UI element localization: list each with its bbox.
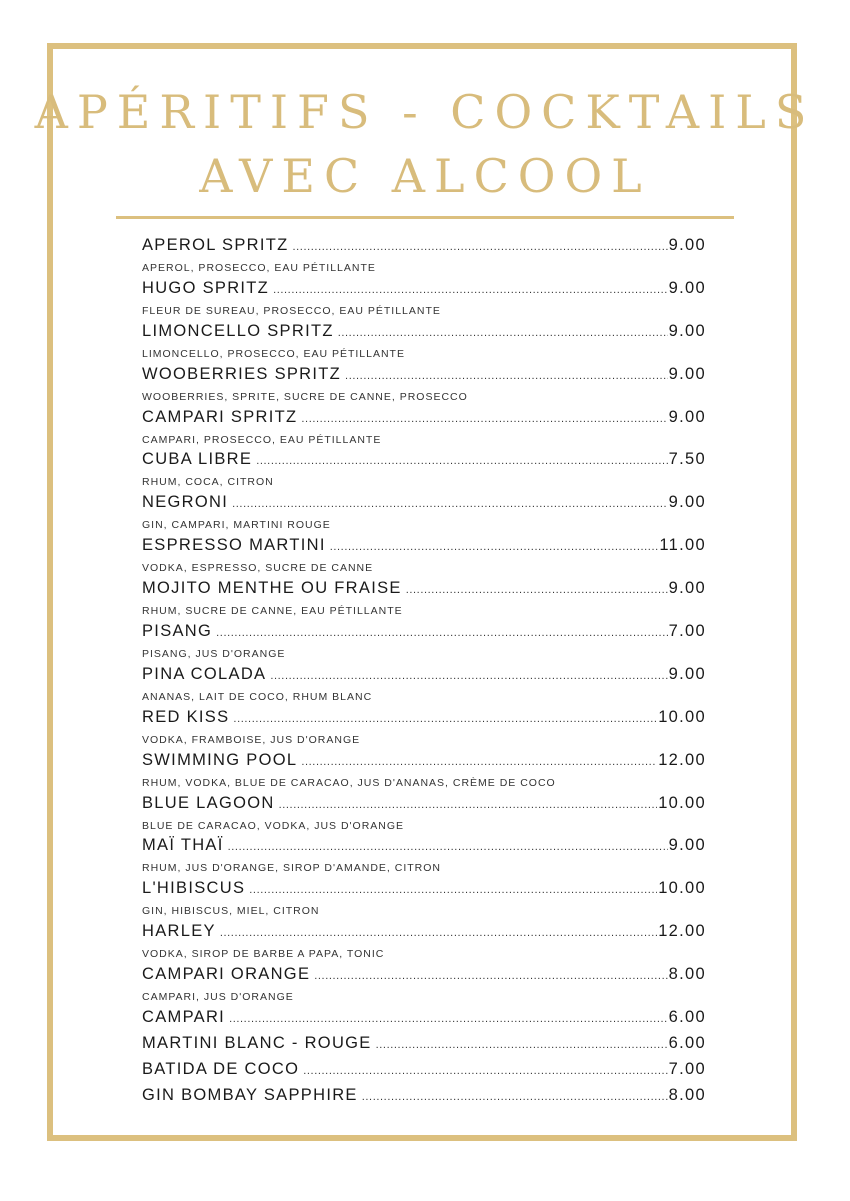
menu-item-price: 10.00	[658, 707, 706, 726]
menu-item-price: 10.00	[658, 793, 706, 812]
dot-leader	[229, 1013, 668, 1025]
menu-item-row	[142, 322, 706, 344]
menu-item	[142, 579, 706, 622]
menu-item-price: 12.00	[658, 922, 706, 941]
menu-item	[142, 279, 706, 322]
menu-item-name: APEROL SPRITZ	[142, 236, 289, 254]
menu-item-row	[142, 1034, 706, 1056]
menu-item-name: CUBA LIBRE	[142, 450, 253, 469]
menu-item	[142, 965, 706, 1008]
menu-item-price: 9.00	[668, 407, 706, 426]
title-divider	[116, 216, 734, 219]
menu-item-name: SWIMMING POOL	[142, 750, 298, 769]
menu-item-row	[142, 879, 706, 901]
menu-item-row	[142, 794, 706, 816]
menu-item-row	[142, 365, 706, 387]
menu-item-description: VODKA, FRAMBOISE, JUS D'ORANGE	[142, 733, 361, 746]
dot-leader	[406, 584, 668, 596]
menu-item-description: RHUM, JUS D'ORANGE, SIROP D'AMANDE, CITRON	[142, 862, 442, 875]
menu-item	[142, 836, 706, 879]
menu-item-price: 6.00	[668, 1034, 706, 1053]
menu-item-row	[142, 1086, 706, 1108]
menu-item-description: RHUM, SUCRE DE CANNE, EAU PÉTILLANTE	[142, 605, 403, 618]
menu-item-row	[142, 965, 706, 987]
menu-item	[142, 236, 706, 279]
menu-item-row	[142, 279, 706, 301]
menu-item	[142, 665, 706, 708]
menu-item-row	[142, 536, 706, 558]
dot-leader	[292, 241, 667, 253]
menu-item-price: 7.00	[668, 1060, 706, 1079]
dot-leader	[279, 799, 658, 811]
menu-item	[142, 879, 706, 922]
menu-item	[142, 622, 706, 665]
menu-item-price: 8.00	[668, 1086, 706, 1105]
menu-item-description: VODKA, SIROP DE BARBE A PAPA, TONIC	[142, 948, 385, 961]
dot-leader	[376, 1039, 668, 1051]
menu-item-price: 6.00	[668, 1008, 706, 1027]
dot-leader	[338, 327, 668, 339]
menu-item-price: 9.00	[668, 493, 706, 512]
menu-item-price: 11.00	[659, 536, 706, 555]
menu-item-description: LIMONCELLO, PROSECCO, EAU PÉTILLANTE	[142, 347, 405, 360]
menu-item-row	[142, 408, 706, 430]
dot-leader	[233, 713, 657, 725]
menu-item-name: NEGRONI	[142, 493, 229, 512]
menu-item-price: 12.00	[658, 750, 706, 769]
menu-item-price: 9.00	[668, 364, 706, 383]
menu-item-price: 9.00	[668, 236, 706, 254]
menu-item-price: 9.00	[668, 664, 706, 683]
menu-item-row	[142, 751, 706, 773]
menu-item-price: 9.00	[668, 579, 706, 598]
menu-item-name: RED KISS	[142, 707, 230, 726]
menu-item-row	[142, 493, 706, 515]
dot-leader	[232, 498, 668, 510]
menu-item	[142, 1008, 706, 1034]
menu-item-name: ESPRESSO MARTINI	[142, 536, 326, 555]
menu-item-description: WOOBERRIES, SPRITE, SUCRE DE CANNE, PROSECCO	[142, 390, 468, 403]
menu-item-name: GIN BOMBAY SAPPHIRE	[142, 1086, 358, 1105]
menu-item-description: PISANG, JUS D'ORANGE	[142, 648, 286, 661]
menu-item-description: ANANAS, LAIT DE COCO, RHUM BLANC	[142, 690, 373, 703]
menu-item-row	[142, 836, 706, 858]
menu-item-row	[142, 922, 706, 944]
menu-item-name: MAÏ THAÏ	[142, 836, 224, 855]
menu-item-name: HARLEY	[142, 922, 216, 941]
menu-item-price: 7.50	[668, 450, 706, 469]
menu-item-description: RHUM, COCA, CITRON	[142, 476, 274, 489]
menu-item	[142, 794, 706, 837]
dot-leader	[330, 541, 659, 553]
menu-item-name: L'HIBISCUS	[142, 879, 246, 898]
menu-item-name: BATIDA DE COCO	[142, 1060, 300, 1079]
menu-item-name: CAMPARI ORANGE	[142, 965, 311, 984]
menu-item-price: 10.00	[658, 879, 706, 898]
dot-leader	[228, 841, 668, 853]
menu-title-line-1: APÉRITIFS - COCKTAILS	[34, 85, 816, 139]
menu-item-price: 9.00	[668, 278, 706, 297]
menu-item-name: PISANG	[142, 622, 213, 641]
menu-item-row	[142, 708, 706, 730]
menu-item	[142, 708, 706, 751]
dot-leader	[345, 370, 668, 382]
dot-leader	[301, 756, 657, 768]
menu-item-description: VODKA, ESPRESSO, SUCRE DE CANNE	[142, 562, 374, 575]
menu-item	[142, 536, 706, 579]
menu-item	[142, 493, 706, 536]
menu-item-row	[142, 622, 706, 644]
menu-item-description: CAMPARI, PROSECCO, EAU PÉTILLANTE	[142, 433, 382, 446]
menu-item-name: HUGO SPRITZ	[142, 278, 270, 297]
menu-item-description: FLEUR DE SUREAU, PROSECCO, EAU PÉTILLANTE	[142, 304, 441, 317]
dot-leader	[273, 284, 668, 296]
menu-item	[142, 751, 706, 794]
menu-item-name: LIMONCELLO SPRITZ	[142, 321, 334, 340]
dot-leader	[362, 1091, 668, 1103]
menu-item-price: 9.00	[668, 836, 706, 855]
dot-leader	[256, 455, 667, 467]
dot-leader	[303, 1065, 667, 1077]
menu-title-line-2: AVEC ALCOOL	[199, 149, 651, 203]
menu-item-description: BLUE DE CARACAO, VODKA, JUS D'ORANGE	[142, 819, 405, 832]
menu-item-description: RHUM, VODKA, BLUE DE CARACAO, JUS D'ANANAS, CRÈME DE COCO	[142, 776, 556, 789]
dot-leader	[301, 413, 667, 425]
dot-leader	[314, 970, 667, 982]
menu-item-price: 7.00	[668, 622, 706, 641]
menu-item-row	[142, 579, 706, 601]
menu-item	[142, 1034, 706, 1060]
menu-item	[142, 1060, 706, 1086]
row-spacer	[142, 1108, 706, 1112]
menu-item-name: WOOBERRIES SPRITZ	[142, 364, 342, 383]
dot-leader	[216, 627, 668, 639]
menu-item-row	[142, 1060, 706, 1082]
menu-item-price: 9.00	[668, 321, 706, 340]
menu-item-name: MARTINI BLANC - ROUGE	[142, 1034, 372, 1053]
menu-item	[142, 450, 706, 493]
menu-item-row	[142, 450, 706, 472]
menu-item	[142, 322, 706, 365]
menu-item	[142, 408, 706, 451]
menu-item-row	[142, 236, 706, 258]
menu-item-description: CAMPARI, JUS D'ORANGE	[142, 991, 294, 1004]
menu-item-row	[142, 665, 706, 687]
menu-item-name: CAMPARI	[142, 1008, 226, 1027]
menu-item-name: BLUE LAGOON	[142, 793, 275, 812]
menu-item	[142, 922, 706, 965]
dot-leader	[220, 927, 657, 939]
menu-item	[142, 1086, 706, 1112]
menu-item	[142, 365, 706, 408]
menu-list	[142, 236, 706, 1112]
menu-item-description: APEROL, PROSECCO, EAU PÉTILLANTE	[142, 262, 376, 274]
dot-leader	[249, 884, 657, 896]
menu-item-name: CAMPARI SPRITZ	[142, 407, 298, 426]
menu-item-name: MOJITO MENTHE OU FRAISE	[142, 579, 402, 598]
menu-item-row	[142, 1008, 706, 1030]
dot-leader	[270, 670, 667, 682]
menu-item-price: 8.00	[668, 965, 706, 984]
menu-item-description: GIN, HIBISCUS, MIEL, CITRON	[142, 905, 320, 918]
menu-item-description: GIN, CAMPARI, MARTINI ROUGE	[142, 519, 331, 532]
menu-item-name: PINA COLADA	[142, 664, 267, 683]
